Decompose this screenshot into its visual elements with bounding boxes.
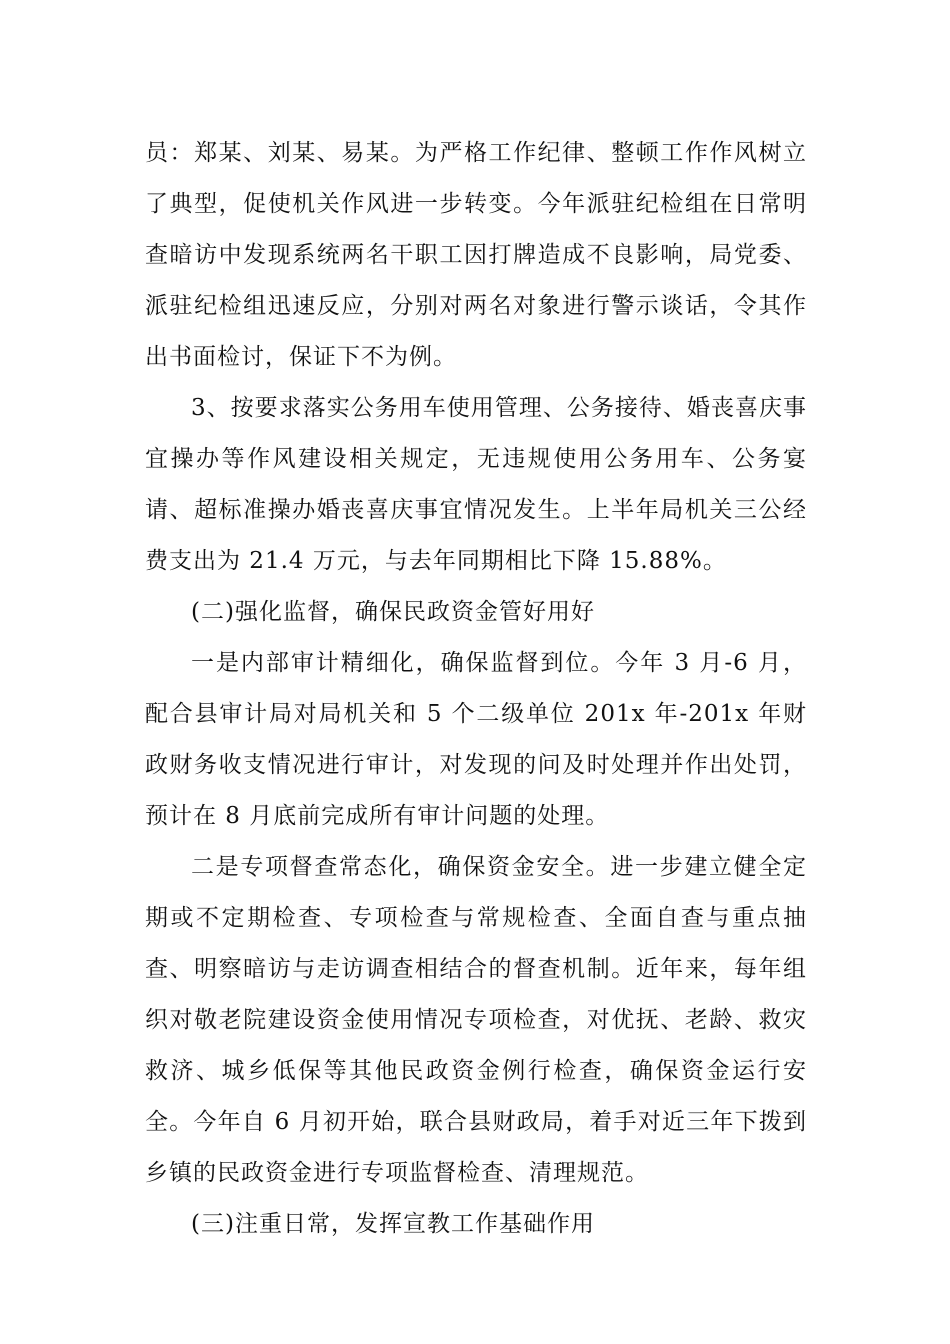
paragraph-item-3: 3、按要求落实公务用车使用管理、公务接待、婚丧喜庆事宜操办等作风建设相关规定，无违规使用公务用车、公务宴请、超标准操办婚丧喜庆事宜情况发生。上半年局机关三公经费支出为 21.4 万元，与去年同期相比下降 15.88%。	[145, 395, 807, 574]
paragraph-internal-audit: 一是内部审计精细化，确保监督到位。今年 3 月-6 月，配合县审计局对局机关和 5 个二级单位 201x 年-201x 年财政财务收支情况进行审计，对发现的问及时处理并作出处罚，预计在 8 月底前完成所有审计问题的处理。	[145, 650, 807, 829]
paragraph-special-inspection: 二是专项督查常态化，确保资金安全。进一步建立健全定期或不定期检查、专项检查与常规检查、全面自查与重点抽查、明察暗访与走访调查相结合的督查机制。近年来，每年组织对敬老院建设资金使用情况专项检查，对优抚、老龄、救灾救济、城乡低保等其他民政资金例行检查，确保资金运行安全。今年自 6 月初开始，联合县财政局，着手对近三年下拨到乡镇的民政资金进行专项监督检查、清理规范。	[145, 854, 807, 1186]
section-heading-3: (三)注重日常，发挥宣教工作基础作用	[191, 1211, 595, 1237]
section-heading-2: (二)强化监督，确保民政资金管好用好	[191, 599, 595, 625]
document-body	[145, 128, 807, 1250]
paragraph-continuation: 员：郑某、刘某、易某。为严格工作纪律、整顿工作作风树立了典型，促使机关作风进一步转变。今年派驻纪检组在日常明查暗访中发现系统两名干职工因打牌造成不良影响，局党委、派驻纪检组迅速反应，分别对两名对象进行警示谈话，令其作出书面检讨，保证下不为例。	[145, 140, 807, 370]
